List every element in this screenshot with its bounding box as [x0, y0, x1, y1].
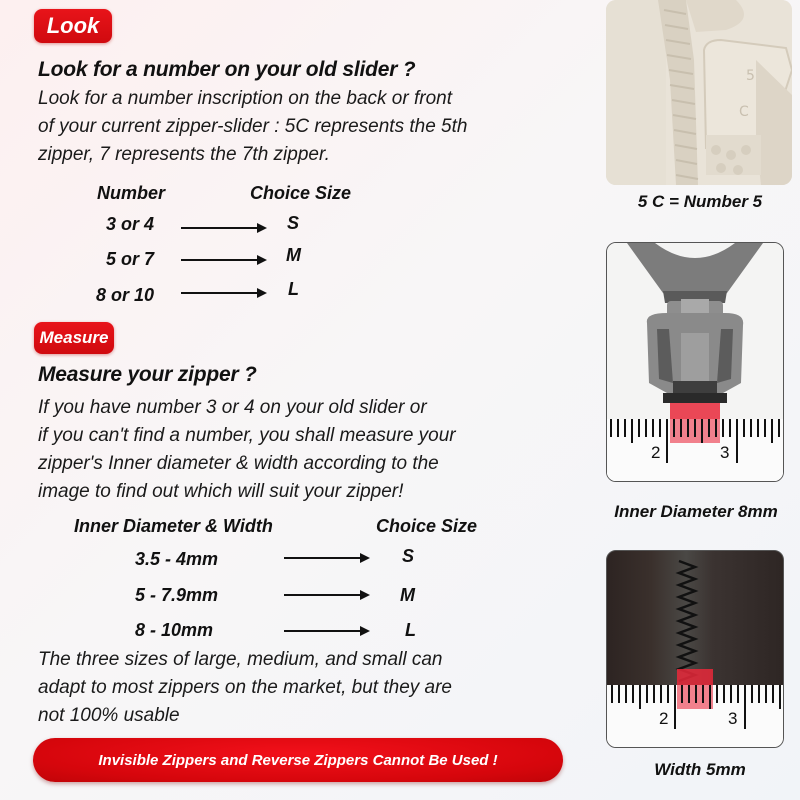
- paragraph-line: Look for a number inscription on the back or front: [38, 88, 453, 109]
- ruler-ticks: [607, 419, 783, 481]
- paragraph-line: If you have number 3 or 4 on your old slider or: [38, 397, 427, 418]
- width-caption: Width 5mm: [654, 760, 746, 779]
- ruler-label-2: 2: [659, 709, 669, 728]
- zipper-slider-illustration: [606, 0, 792, 185]
- paragraph-line: not 100% usable: [38, 705, 180, 726]
- ruler-ticks: [607, 685, 783, 747]
- paragraph-line: of your current zipper-slider : 5C represents the 5th: [38, 116, 468, 137]
- zipper-width-photo: [606, 550, 784, 748]
- inner-diameter-photo: [606, 242, 784, 482]
- ruler-label-2: 2: [651, 443, 661, 462]
- table-cell-size: S: [402, 546, 415, 566]
- ruler-label-3: 3: [720, 443, 730, 462]
- table-cell-number: 5 or 7: [106, 249, 155, 269]
- warning-banner: Invisible Zippers and Reverse Zippers Cannot Be Used !: [33, 738, 563, 782]
- table-cell-range: 5 - 7.9mm: [135, 585, 219, 605]
- inscription-c: C: [739, 104, 749, 120]
- note-paragraph: [38, 646, 558, 730]
- look-badge: Look: [34, 9, 112, 43]
- paragraph-line: zipper, 7 represents the 7th zipper.: [38, 144, 330, 165]
- inner-diameter-caption: Inner Diameter 8mm: [614, 502, 778, 521]
- paragraph-line: if you can't find a number, you shall measure your: [38, 425, 456, 446]
- table-cell-range: 3.5 - 4mm: [135, 549, 219, 569]
- table-header-number: Number: [97, 183, 166, 203]
- table-cell-size: L: [288, 279, 299, 299]
- table-cell-number: 3 or 4: [106, 214, 155, 234]
- look-paragraph: [38, 85, 578, 169]
- table-cell-number: 8 or 10: [96, 285, 155, 305]
- table-header-choice-size: Choice Size: [250, 183, 352, 203]
- ruler: [607, 419, 783, 481]
- measure-paragraph: [38, 394, 578, 506]
- arrow-right-icon: [181, 292, 265, 294]
- arrow-right-icon: [284, 594, 368, 596]
- arrow-right-icon: [181, 227, 265, 229]
- inscription-caption: 5 C = Number 5: [637, 192, 763, 211]
- ruler: [607, 685, 783, 747]
- look-heading: Look for a number on your old slider ?: [38, 58, 416, 81]
- paragraph-line: zipper's Inner diameter & width according to the: [38, 453, 439, 474]
- measure-heading: Measure your zipper ?: [38, 363, 257, 386]
- arrow-right-icon: [284, 557, 368, 559]
- table-header-inner-diameter-width: Inner Diameter & Width: [74, 516, 273, 536]
- table-cell-size: M: [400, 585, 415, 605]
- table-cell-size: S: [287, 213, 300, 233]
- paragraph-line: The three sizes of large, medium, and small can: [38, 649, 443, 670]
- table-cell-size: L: [405, 620, 416, 640]
- measure-badge: Measure: [34, 322, 114, 354]
- paragraph-line: image to find out which will suit your zipper!: [38, 481, 404, 502]
- arrow-right-icon: [181, 259, 265, 261]
- table-cell-size: M: [286, 245, 301, 265]
- slider-inscription-photo: [606, 0, 792, 185]
- paragraph-line: adapt to most zippers on the market, but they are: [38, 677, 453, 698]
- arrow-right-icon: [284, 630, 368, 632]
- ruler-label-3: 3: [728, 709, 738, 728]
- table-header-choice-size: Choice Size: [376, 516, 478, 536]
- inscription-5: 5: [746, 68, 755, 84]
- table-cell-range: 8 - 10mm: [135, 620, 214, 640]
